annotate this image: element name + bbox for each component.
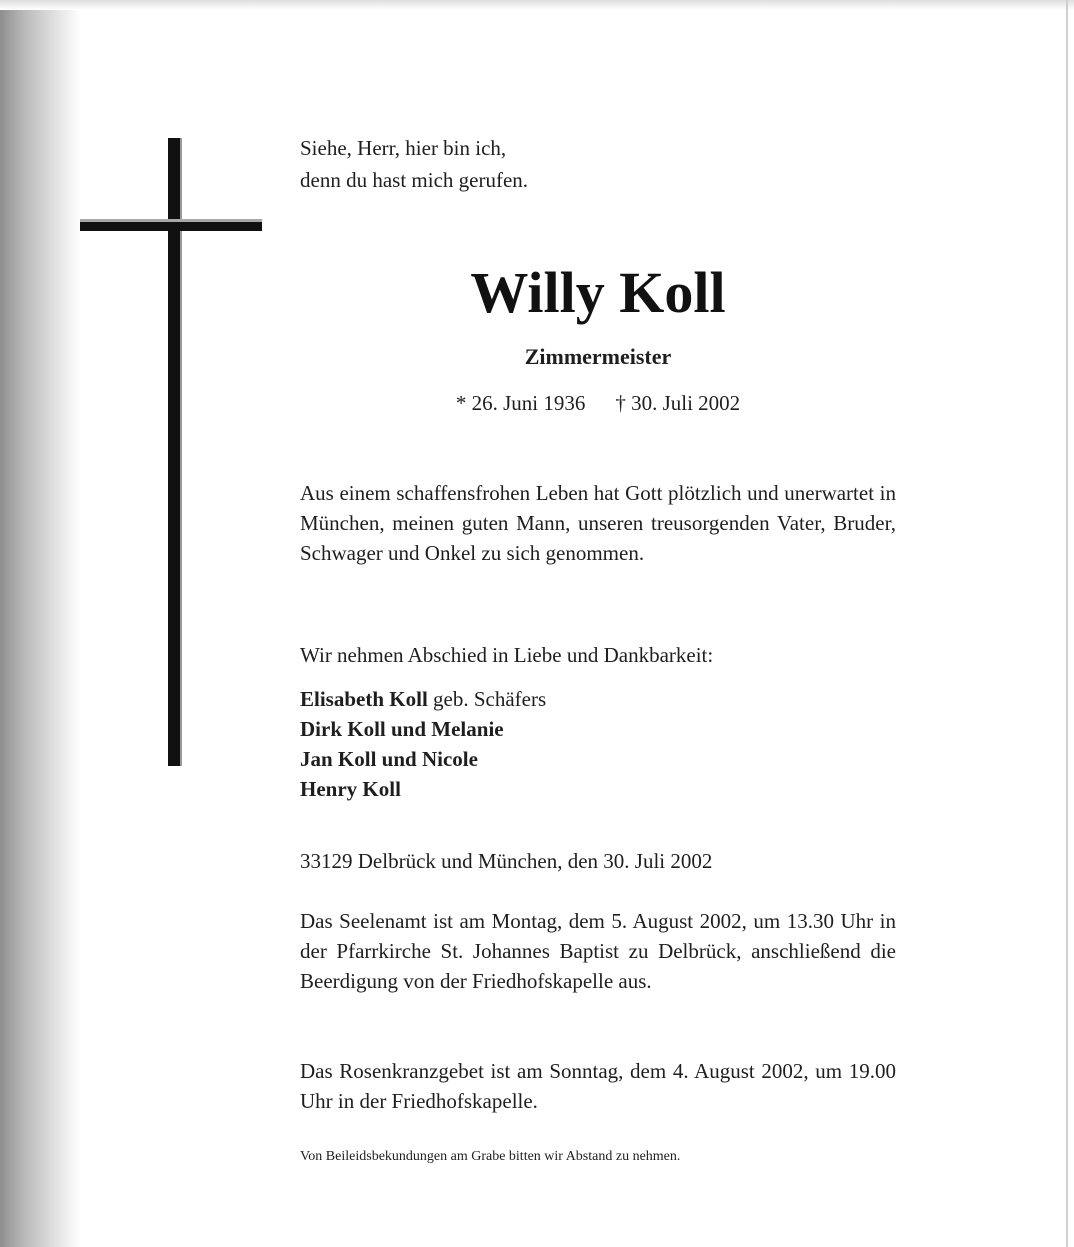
deceased-name: Willy Koll	[470, 260, 726, 325]
family-member-name: Henry Koll	[300, 777, 401, 801]
farewell-line: Wir nehmen Abschied in Liebe und Dankbarkeit:	[300, 643, 714, 667]
family-member	[300, 744, 896, 774]
cross-vertical-beam	[168, 138, 180, 766]
scan-right-edge	[1066, 0, 1068, 1247]
family-member-name: Jan Koll und Nicole	[300, 747, 478, 771]
bible-verse	[300, 132, 896, 196]
family-member-maiden-name: geb. Schäfers	[433, 687, 547, 711]
family-member-name: Elisabeth Koll	[300, 687, 428, 711]
life-dates	[300, 388, 896, 418]
family-member-name: Dirk Koll und Melanie	[300, 717, 504, 741]
requiem-paragraph: Das Seelenamt ist am Montag, dem 5. August 2002, um 13.30 Uhr in der Pfarrkirche St. Johannes Baptist zu Delbrück, anschließend die Beerdigung von der Friedhofskapelle aus.	[300, 909, 896, 993]
deceased-profession: Zimmermeister	[524, 344, 672, 369]
rosary-paragraph: Das Rosenkranzgebet ist am Sonntag, dem 4. August 2002, um 19.00 Uhr in der Friedhofskapelle.	[300, 1059, 896, 1113]
family-member	[300, 714, 896, 744]
verse-line-1: Siehe, Herr, hier bin ich,	[300, 136, 507, 160]
announcement-paragraph: Aus einem schaffensfrohen Leben hat Gott plötzlich und unerwartet in München, meinen guten Mann, unseren treusorgenden Vater, Bruder, Schwager und Onkel zu sich genommen.	[300, 481, 896, 565]
birth-date: * 26. Juni 1936	[455, 391, 586, 415]
verse-line-2: denn du hast mich gerufen.	[300, 168, 529, 192]
death-date: † 30. Juli 2002	[615, 391, 741, 415]
cross-horizontal-beam	[80, 219, 262, 231]
family-member	[300, 684, 896, 714]
place-and-date: 33129 Delbrück und München, den 30. Juli 2002	[300, 849, 713, 873]
condolence-note: Von Beileidsbekundungen am Grabe bitten wir Abstand zu nehmen.	[300, 1149, 681, 1164]
family-list	[300, 684, 896, 804]
scan-top-shadow	[0, 0, 1074, 10]
scan-edge-shadow	[0, 0, 80, 1247]
family-member	[300, 774, 896, 804]
